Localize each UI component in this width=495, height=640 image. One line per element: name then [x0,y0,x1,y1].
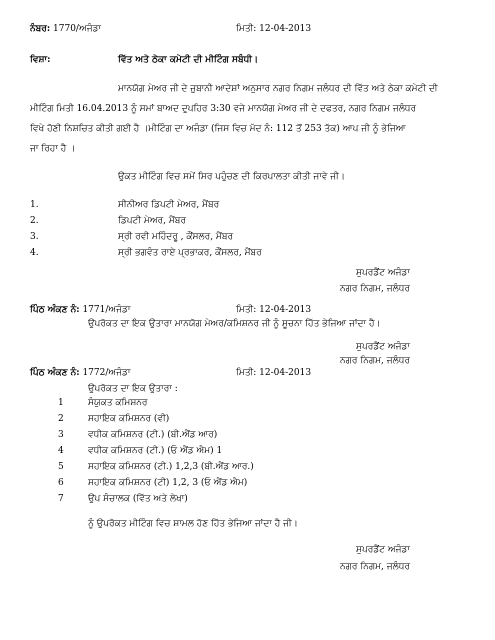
recipient-text: ਉਪ ਸੰਚਾਲਕ (ਵਿੱਤ ਅਤੇ ਲੇਖਾ) [88,494,188,504]
signature-title: ਸੁਪਰਡੈਂਟ ਅਜੰਡਾ [356,268,410,278]
recipient-text: ਵਧੀਕ ਕਮਿਸ਼ਨਰ (ਟੀ.) (ਓ ਐਂਡ ਐਮ) 1 [88,446,223,456]
body-line-4: ਜਾ ਰਿਹਾ ਹੈ । [30,144,76,154]
recipient-text: ਸਹਾਇਕ ਕਮਿਸ਼ਨਰ (ਟੀ) 1,2, 3 (ਓ ਐਂਡ ਐਮ) [88,478,248,488]
letter-number: 1770/ਅਜੰਡਾ [53,24,102,34]
member-number: 3. [30,232,39,242]
signature-org: ਨਗਰ ਨਿਗਮ, ਜਲੰਧਰ [340,356,410,366]
number-label: ਨੰਬਰ: [30,24,51,34]
recipient-number: 5 [58,462,64,472]
endorsement-intro: ਉਪਰੋਕਤ ਦਾ ਇਕ ਉਤਾਰਾ : [88,384,178,394]
endorsement-label: ਪਿੰਠ ਅੰਕਣ ਨੰ: [30,305,80,315]
closing-line: ਨੂੰ ਉਪਰੋਕਤ ਮੀਟਿੰਗ ਵਿਚ ਸ਼ਾਮਲ ਹੋਣ ਹਿੱਤ ਭੇਜਿਆ ਜਾਂਦਾ ਹੈ ਜੀ। [88,519,298,529]
endorsement-date: ਮਿਤੀ: 12-04-2013 [236,368,312,378]
member-text: ਸ੍ਰੀ ਭਗਵੰਤ ਰਾਏ ਪ੍ਰਭਾਕਰ, ਕੌਂਸਲਰ, ਮੈਂਬਰ [118,248,262,258]
subject-label: ਵਿਸ਼ਾ: [30,55,51,65]
member-text: ਸ੍ਰੀ ਰਵੀ ਮਹਿੰਦਰੂ , ਕੌਂਸਲਰ, ਮੈਂਬਰ [118,232,234,242]
endorsement-number-line [30,305,130,315]
subject-text: ਵਿੱਤ ਅਤੇ ਠੇਕਾ ਕਮੇਟੀ ਦੀ ਮੀਟਿੰਗ ਸਬੰਧੀ। [118,55,259,65]
signature-title: ਸੁਪਰਡੈਂਟ ਅਜੰਡਾ [356,545,410,555]
request-line: ਉਕਤ ਮੀਟਿੰਗ ਵਿਚ ਸਮੇਂ ਸਿਰ ਪਹੁੰਚਣ ਦੀ ਕਿਰਪਾਲਤਾ ਕੀਤੀ ਜਾਵੇ ਜੀ। [118,172,345,182]
member-text: ਡਿਪਟੀ ਮੇਅਰ, ਮੈਂਬਰ [118,216,186,226]
signature-title: ਸੁਪਰਡੈਂਟ ਅਜੰਡਾ [356,342,410,352]
body-line-2: ਮੀਟਿੰਗ ਮਿਤੀ 16.04.2013 ਨੂੰ ਸਮਾਂ ਬਾਅਦ ਦੁਪਹਿਰ 3:30 ਵਜੇ ਮਾਨਯੋਗ ਮੇਅਰ ਜੀ ਦੇ ਦਫਤਰ, ਨਗਰ ਨਿਗਮ ਜਲੰਧਰ [30,104,417,114]
signature-org: ਨਗਰ ਨਿਗਮ, ਜਲੰਧਰ [340,284,410,294]
member-number: 2. [30,216,39,226]
recipient-number: 7 [58,494,64,504]
body-line-1: ਮਾਨਯੋਗ ਮੇਅਰ ਜੀ ਦੇ ਜ਼ੁਬਾਨੀ ਆਦੇਸ਼ਾਂ ਅਨੁਸਾਰ ਨਗਰ ਨਿਗਮ ਜਲੰਧਰ ਦੀ ਵਿੱਤ ਅਤੇ ਠੇਕਾ ਕਮੇਟੀ ਦੀ [118,84,438,94]
member-text: ਸੀਨੀਅਰ ਡਿਪਟੀ ਮੇਅਰ, ਮੈਂਬਰ [118,200,220,210]
body-line-3: ਵਿਖੇ ਹੋਣੀ ਨਿਸ਼ਚਿਤ ਕੀਤੀ ਗਈ ਹੈ ।ਮੀਟਿੰਗ ਦਾ ਅਜੰਡਾ (ਜਿਸ ਵਿਚ ਮੱਦ ਨੰ: 112 ਤੋਂ 253 ਤੱਕ) ਆਪ ਜੀ ਨੂੰ ਭੇਜਿਆ [30,124,406,134]
recipient-text: ਸਹਾਇਕ ਕਮਿਸ਼ਨਰ (ਵੀ) [88,414,170,424]
recipient-number: 3 [58,430,64,440]
recipient-number: 4 [58,446,64,456]
endorsement-label: ਪਿੰਠ ਅੰਕਣ ਨੰ: [30,368,80,378]
recipient-text: ਸਹਾਇਕ ਕਮਿਸ਼ਨਰ (ਟੀ.) 1,2,3 (ਬੀ.ਐਂਡ ਆਰ.) [88,462,254,472]
recipient-text: ਸੰਯੁਕਤ ਕਮਿਸ਼ਨਰ [88,398,148,408]
recipient-number: 6 [58,478,64,488]
endorsement-number: 1772/ਅਜੰਡਾ [82,368,131,378]
endorsement-number: 1771/ਅਜੰਡਾ [82,305,131,315]
signature-org: ਨਗਰ ਨਿਗਮ, ਜਲੰਧਰ [340,562,410,572]
member-number: 1. [30,200,39,210]
member-number: 4. [30,248,39,258]
letter-date: ਮਿਤੀ: 12-04-2013 [236,24,312,34]
endorsement-date: ਮਿਤੀ: 12-04-2013 [236,305,312,315]
letter-number-line [30,24,101,34]
endorsement-number-line [30,368,130,378]
recipient-text: ਵਧੀਕ ਕਮਿਸ਼ਨਰ (ਟੀ.) (ਬੀ.ਐਂਡ ਆਰ) [88,430,218,440]
endorsement-text: ਉਪਰੋਕਤ ਦਾ ਇਕ ਉਤਾਰਾ ਮਾਨਯੋਗ ਮੇਅਰ/ਕਮਿਸ਼ਨਰ ਜੀ ਨੂੰ ਸੂਚਨਾ ਹਿੱਤ ਭੇਜਿਆ ਜਾਂਦਾ ਹੈ। [88,319,381,329]
recipient-number: 1 [58,398,64,408]
recipient-number: 2 [58,414,64,424]
